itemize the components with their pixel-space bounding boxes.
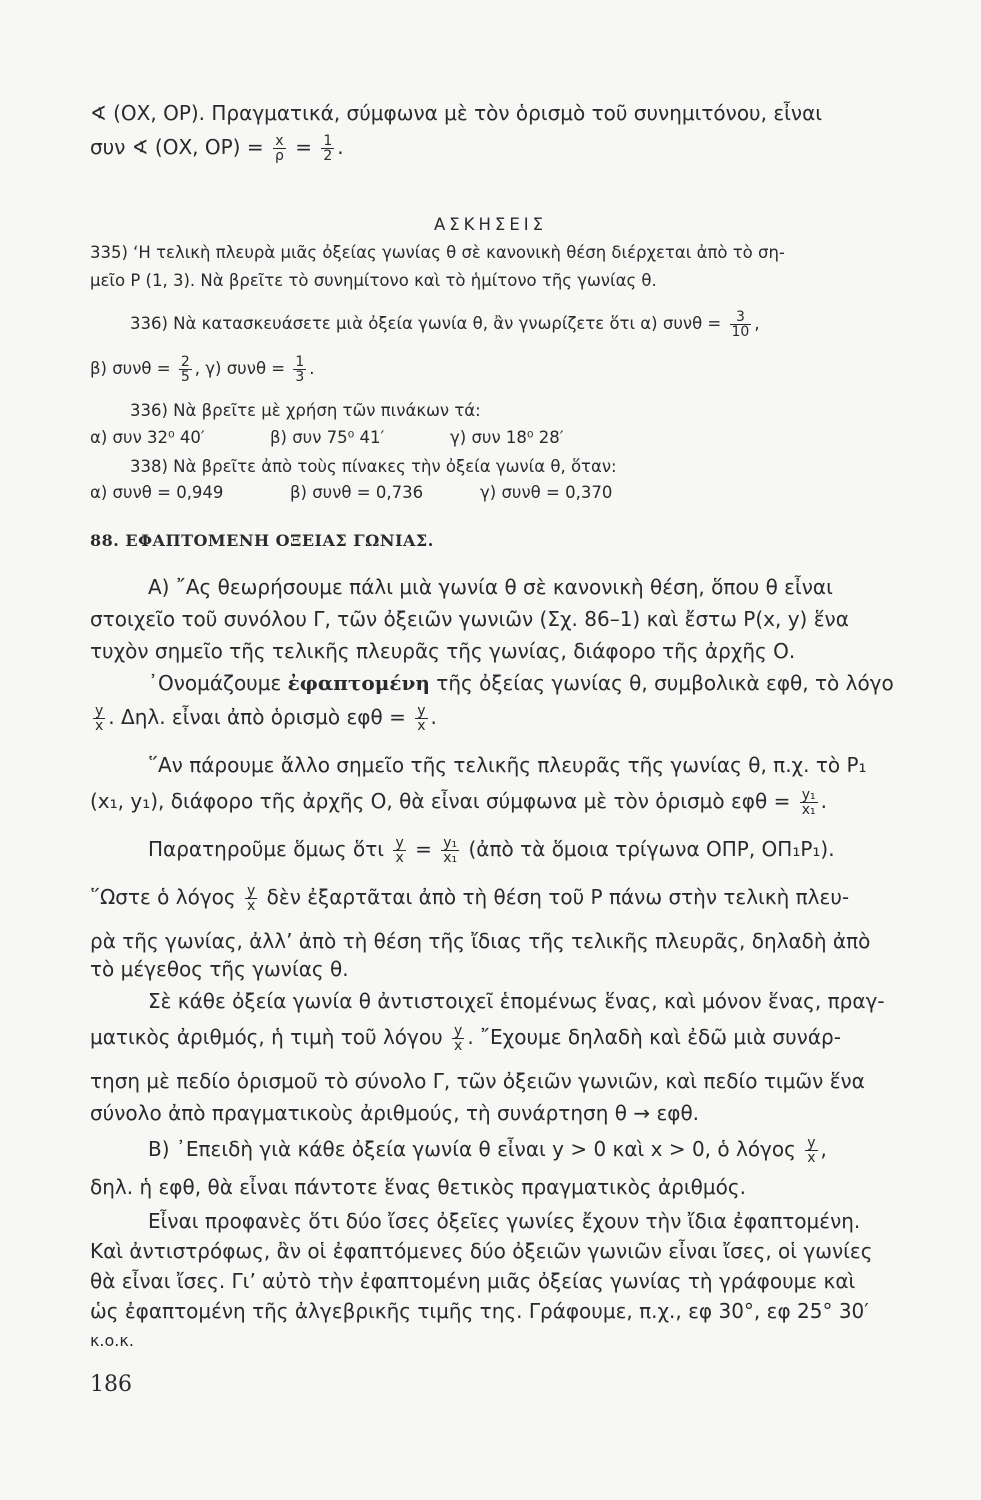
exercise-336-line-1: 336) Νὰ κατασκευάσετε μιὰ ὀξεία γωνία θ, ἂν γνωρίζετε ὅτι α) συνθ = $\frac{3}{10}$ , bbox=[130, 309, 760, 340]
numerator: y₁ bbox=[443, 835, 458, 851]
fraction-one-half bbox=[321, 134, 334, 163]
paragraph-line-p9: τὸ μέγεθος τῆς γωνίας θ. bbox=[90, 957, 349, 981]
paragraph-a-line-3: τυχὸν σημεῖο τῆς τελικῆς πλευρᾶς τῆς γωνίας, διάφορο τῆς ἀρχῆς Ο. bbox=[90, 639, 796, 663]
intro-line-1: ∢ (ΟΧ, ΟΡ). Πραγματικά, σύμφωνα μὲ τὸν ὁρισμὸ τοῦ συνημιτόνου, εἶναι bbox=[90, 101, 823, 125]
fraction-y-x bbox=[245, 884, 257, 913]
part-a: α) συνθ = 0,949 bbox=[90, 483, 224, 502]
definition-start: ᾿Ονομάζουμε bbox=[148, 671, 282, 695]
fraction-x-over-rho bbox=[273, 134, 286, 163]
numerator: x bbox=[273, 134, 286, 149]
p11-text: ματικὸς ἀριθμός, ἡ τιμὴ τοῦ λόγου bbox=[90, 1025, 443, 1049]
paragraph-a-line-2: στοιχεῖο τοῦ συνόλου Γ, τῶν ὀξειῶν γωνιῶν (Σχ. 86–1) καὶ ἔστω Ρ(x, y) ἕνα bbox=[90, 607, 849, 631]
paragraph-line-p10: Σὲ κάθε ὀξεία γωνία θ ἀντιστοιχεῖ ἑπομένως ἕνας, καὶ μόνον ἕνας, πραγ- bbox=[148, 989, 885, 1013]
exercises-title: ΑΣΚΗΣΕΙΣ bbox=[433, 215, 548, 234]
paragraph-line-p18: θὰ εἶναι ἴσες. Γι’ αὐτὸ τὴν ἐφαπτομένη μιᾶς ὀξείας γωνίας τὴ γράφουμε καὶ bbox=[90, 1269, 856, 1293]
paragraph-line-p14 bbox=[148, 1136, 939, 1165]
intro-text: συν ∢ (ΟΧ, ΟΡ) = bbox=[90, 135, 264, 159]
exercise-337-line-1: 336) Νὰ βρεῖτε μὲ χρήση τῶν πινάκων τά: bbox=[130, 401, 481, 420]
paragraph-line-p16: Εἶναι προφανὲς ὅτι δύο ἴσες ὀξεῖες γωνίες ἔχουν τὴν ἴδια ἐφαπτομένη. bbox=[148, 1209, 861, 1233]
numerator: 1 bbox=[295, 354, 305, 370]
denominator: 10 bbox=[731, 324, 750, 340]
comma: , bbox=[820, 1137, 827, 1161]
paragraph-a-line-1: Α) ῎Ας θεωρήσουμε πάλι μιὰ γωνία θ σὲ κανονικὴ θέση, ὅπου θ εἶναι bbox=[148, 575, 833, 599]
exercise-336-line-2: β) συνθ = $\frac{2}{5}$ , γ) συνθ = $\frac{1}{3}$ . bbox=[90, 354, 315, 385]
numerator: 1 bbox=[323, 133, 333, 149]
definition-rest: τῆς ὀξείας γωνίας θ, συμβολικὰ εφθ, τὸ λόγο bbox=[436, 671, 894, 695]
paragraph-line-p7 bbox=[90, 884, 939, 913]
definition-formula-line bbox=[90, 704, 939, 733]
paragraph-line-p13: σύνολο ἀπὸ πραγματικοὺς ἀριθμούς, τὴ συνάρτηση θ → εφθ. bbox=[90, 1101, 700, 1125]
intro-line-2: συν ∢ (ΟΧ, ΟΡ) = $\frac{x}{\rho}$ = $\frac{1}{2}$ . bbox=[90, 133, 344, 164]
paragraph-line-p15: δηλ. ἡ εφθ, θὰ εἶναι πάντοτε ἕνας θετικὸς πραγματικὸς ἀριθμός. bbox=[90, 1175, 746, 1199]
paragraph-line-p17: Καὶ ἀντιστρόφως, ἂν οἱ ἐφαπτόμενες δύο ὀξειῶν γωνιῶν εἶναι ἴσες, οἱ γωνίες bbox=[90, 1239, 873, 1263]
denominator: x₁ bbox=[801, 802, 816, 818]
section-heading: 88. ΕΦΑΠΤΟΜΕΝΗ ΟΞΕΙΑΣ ΓΩΝΙΑΣ. bbox=[90, 531, 434, 550]
numerator: y bbox=[95, 703, 104, 719]
period: . bbox=[430, 705, 437, 729]
p14-text: Β) ᾿Επειδὴ γιὰ κάθε ὀξεία γωνία θ εἶναι y > 0 καὶ x > 0, ὁ λόγος bbox=[148, 1137, 796, 1161]
fraction-y-x bbox=[415, 704, 427, 733]
part-a: α) συν 32⁰ 40′ bbox=[90, 428, 205, 447]
numerator: y bbox=[395, 835, 404, 851]
denominator: x₁ bbox=[443, 850, 458, 866]
denominator: 5 bbox=[180, 369, 190, 385]
fraction-y1-x1 bbox=[800, 788, 818, 817]
p6-rest: (ἀπὸ τὰ ὅμοια τρίγωνα ΟΠΡ, ΟΠ₁Ρ₁). bbox=[468, 837, 835, 861]
p6-text: Παρατηροῦμε ὅμως ὅτι bbox=[148, 837, 385, 861]
equals: = bbox=[415, 837, 432, 861]
p7-rest: δὲν ἐξαρτᾶται ἀπὸ τὴ θέση τοῦ Ρ πάνω στὴν τελικὴ πλευ- bbox=[266, 885, 850, 909]
exercise-335-line-1: 335) ‘Η τελικὴ πλευρὰ μιᾶς ὀξείας γωνίας θ σὲ κανονικὴ θέση διέρχεται ἀπὸ τὸ ση- bbox=[90, 243, 785, 262]
exercise-338-line-2 bbox=[90, 480, 939, 506]
fraction-3-10 bbox=[730, 310, 752, 339]
part-c: γ) συνθ = 0,370 bbox=[480, 483, 613, 502]
p11-rest: . ῎Εχουμε δηλαδὴ καὶ ἐδῶ μιὰ συνάρ- bbox=[467, 1025, 841, 1049]
p5-text: (x₁, y₁), διάφορο τῆς ἀρχῆς Ο, θὰ εἶναι σύμφωνα μὲ τὸν ὁρισμὸ εφθ = bbox=[90, 789, 791, 813]
denominator: x bbox=[807, 1150, 816, 1166]
denominator: 2 bbox=[323, 148, 333, 164]
exercise-337-line-2 bbox=[90, 425, 939, 451]
fraction-y-x bbox=[93, 704, 105, 733]
denominator: x bbox=[395, 850, 404, 866]
paragraph-line-p5: (x₁, y₁), διάφορο τῆς ἀρχῆς Ο, θὰ εἶναι σύμφωνα μὲ τὸν ὁρισμὸ εφθ = $\frac{\text{y₁}}{\text{x₁}}$ . bbox=[90, 787, 827, 818]
fraction-2-5 bbox=[179, 355, 192, 384]
definition-line bbox=[148, 670, 939, 696]
equals: = bbox=[295, 135, 312, 159]
exercise-338-line-1: 338) Νὰ βρεῖτε ἀπὸ τοὺς πίνακες τὴν ὀξεία γωνία θ, ὅταν: bbox=[130, 457, 617, 476]
exercise-335-line-2: μεῖο Ρ (1, 3). Νὰ βρεῖτε τὸ συνημίτονο καὶ τὸ ἡμίτονο τῆς γωνίας θ. bbox=[90, 271, 657, 290]
exercise-336-text: 336) Νὰ κατασκευάσετε μιὰ ὀξεία γωνία θ, ἂν γνωρίζετε ὅτι α) συνθ = bbox=[130, 314, 722, 333]
paragraph-line-p11 bbox=[90, 1024, 939, 1053]
paragraph-line-p19: ὡς ἐφαπτομένη τῆς ἀλγεβρικῆς τιμῆς της. Γράφουμε, π.χ., εφ 30°, εφ 25° 30′ bbox=[90, 1299, 869, 1323]
fraction-y-x bbox=[452, 1024, 464, 1053]
p7-text: ῞Ωστε ὁ λόγος bbox=[90, 885, 236, 909]
numerator: y bbox=[417, 703, 426, 719]
page-number: 186 bbox=[90, 1372, 132, 1397]
denominator: x bbox=[247, 898, 256, 914]
paragraph-line-p4: ῞Αν πάρουμε ἄλλο σημεῖο τῆς τελικῆς πλευρᾶς τῆς γωνίας θ, π.χ. τὸ Ρ₁ bbox=[148, 753, 867, 777]
numerator: 3 bbox=[730, 310, 752, 325]
fraction-1-3 bbox=[293, 355, 306, 384]
numerator: y₁ bbox=[801, 787, 816, 803]
numerator: 2 bbox=[180, 354, 190, 370]
denominator: 3 bbox=[295, 369, 305, 385]
part-c: γ) συνθ = bbox=[205, 359, 286, 378]
part-b: β) συνθ = bbox=[90, 359, 171, 378]
numerator: y bbox=[247, 883, 256, 899]
paragraph-line-p20: κ.ο.κ. bbox=[90, 1331, 134, 1350]
part-b: β) συνθ = 0,736 bbox=[290, 483, 424, 502]
numerator: y bbox=[807, 1135, 816, 1151]
paragraph-line-p12: τηση μὲ πεδίο ὁρισμοῦ τὸ σύνολο Γ, τῶν ὀξειῶν γωνιῶν, καὶ πεδίο τιμῶν ἕνα bbox=[90, 1069, 865, 1093]
part-b: β) συν 75⁰ 41′ bbox=[270, 428, 385, 447]
denominator: x bbox=[454, 1038, 463, 1054]
paragraph-line-p8: ρὰ τῆς γωνίας, ἀλλ’ ἀπὸ τὴ θέση τῆς ἴδιας τῆς τελικῆς πλευρᾶς, δηλαδὴ ἀπὸ bbox=[90, 929, 871, 953]
part-c: γ) συν 18⁰ 28′ bbox=[450, 428, 564, 447]
term-tangent: ἐφαπτομένη bbox=[287, 671, 430, 695]
paragraph-line-p6 bbox=[148, 836, 939, 865]
fraction-y1-x1 bbox=[441, 836, 459, 865]
denominator: ρ bbox=[274, 148, 284, 164]
definition-formula-text: . Δηλ. εἶναι ἀπὸ ὁρισμὸ εφθ = bbox=[108, 705, 406, 729]
fraction-y-x bbox=[805, 1136, 817, 1165]
denominator: x bbox=[95, 718, 104, 734]
fraction-y-x bbox=[393, 836, 405, 865]
numerator: y bbox=[454, 1023, 463, 1039]
denominator: x bbox=[417, 718, 426, 734]
